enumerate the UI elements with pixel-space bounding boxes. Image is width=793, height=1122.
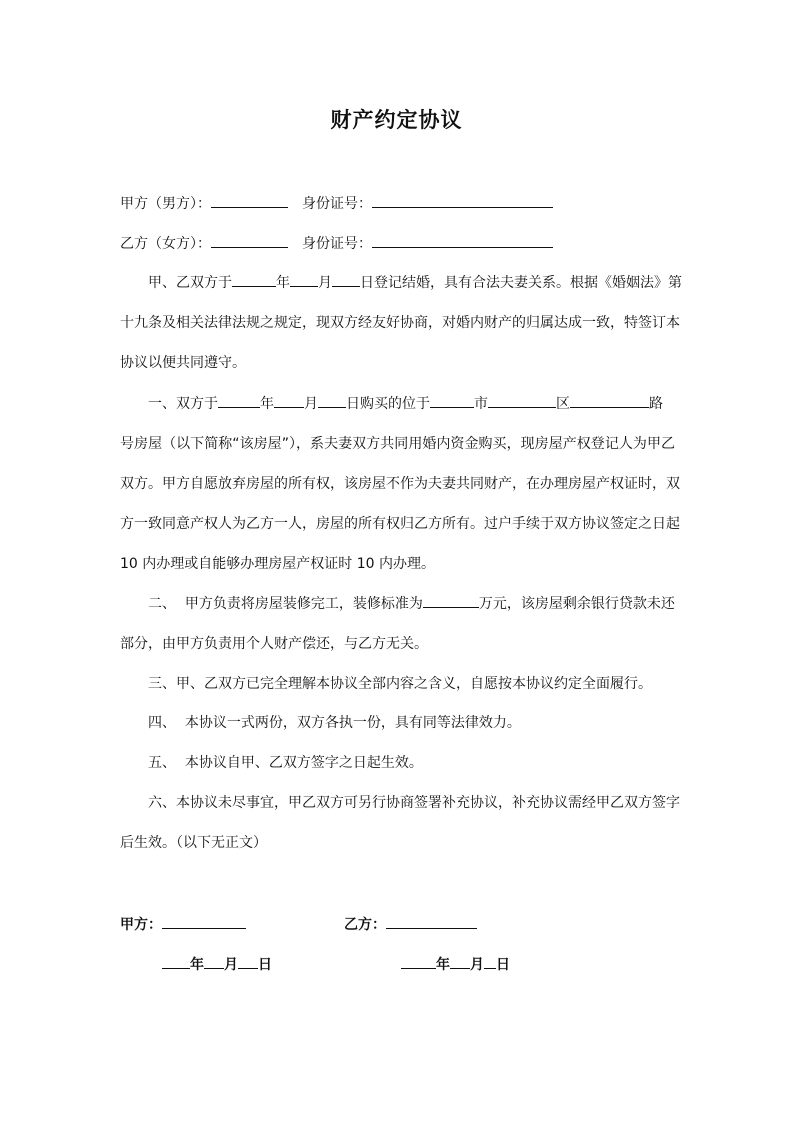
month-label: 月: [470, 957, 484, 973]
party-a-signature: [120, 914, 246, 935]
clause-1-line: 双方。甲方自愿放弃房屋的所有权，该房屋不作为夫妻共同财产，在办理房屋产权证时，双: [120, 476, 680, 492]
party-a-signature-field[interactable]: [162, 914, 246, 929]
marriage-day-field[interactable]: [332, 272, 360, 287]
document-title: 财产约定协议: [330, 107, 463, 132]
clause-1-line: 方一致同意产权人为乙方一人，房屋的所有权归乙方所有。过户手续于双方协议签定之日起: [120, 516, 680, 532]
road-label: 路: [649, 396, 663, 412]
party-b-day-field[interactable]: [484, 954, 496, 969]
party-b-date: [401, 954, 510, 975]
renovation-amount-field[interactable]: [423, 593, 479, 608]
marriage-month-field[interactable]: [290, 272, 318, 287]
clause-4-paragraph: [120, 703, 675, 743]
district-label: 区: [556, 396, 570, 412]
party-b-signature-label: 乙方：: [344, 917, 386, 933]
day-label: 日: [496, 957, 510, 973]
party-a-name-field[interactable]: [211, 193, 288, 208]
clause-6-line: 后生效。（以下无正文）: [120, 835, 267, 851]
clause-text: 二、 甲方负责将房屋装修完工，装修标准为: [148, 596, 423, 612]
intro-text: 日登记结婚，具有合法夫妻关系。根据《婚姻法》第: [360, 275, 682, 291]
purchase-year-field[interactable]: [218, 393, 260, 408]
clause-4-line: 四、 本协议一式两份，双方各执一份，具有同等法律效力。: [148, 715, 521, 731]
city-label: 市: [474, 396, 488, 412]
intro-text: 甲、乙双方于: [148, 275, 232, 291]
party-b-signature: [344, 914, 477, 935]
party-a-month-field[interactable]: [204, 954, 224, 969]
year-label: 年: [276, 275, 290, 291]
party-b-name-field[interactable]: [211, 233, 288, 248]
party-a-signature-label: 甲方：: [120, 917, 162, 933]
clause-text: 万元，该房屋剩余银行贷款未还: [478, 596, 675, 612]
clause-3-paragraph: [120, 664, 675, 704]
party-a-day-field[interactable]: [238, 954, 258, 969]
year-label: 年: [190, 957, 204, 973]
party-b-line: [120, 233, 553, 254]
district-field[interactable]: [488, 393, 556, 408]
month-label: 月: [224, 957, 238, 973]
clause-5-line: 五、 本协议自甲、乙双方签字之日起生效。: [148, 755, 423, 771]
intro-line: 十九条及相关法律法规之规定，现双方经友好协商，对婚内财产的归属达成一致，特签订本: [120, 315, 680, 331]
party-a-line: [120, 193, 553, 214]
clause-5-paragraph: [120, 743, 675, 783]
clause-6-paragraph: [120, 783, 680, 863]
clause-text: 一、双方于: [148, 396, 218, 412]
day-label: 日: [258, 957, 272, 973]
road-field[interactable]: [570, 393, 649, 408]
clause-text: 日购买的位于: [346, 396, 430, 412]
party-a-year-field[interactable]: [162, 954, 190, 969]
party-b-month-field[interactable]: [450, 954, 470, 969]
party-a-id-label: 身份证号：: [302, 196, 372, 212]
party-b-label: 乙方（女方）：: [120, 236, 211, 252]
purchase-day-field[interactable]: [318, 393, 346, 408]
party-a-date: [162, 954, 272, 975]
party-b-year-field[interactable]: [401, 954, 436, 969]
clause-1-line: [120, 384, 675, 424]
party-a-id-field[interactable]: [372, 193, 553, 208]
clause-3-line: 三、甲、乙双方已完全理解本协议全部内容之含义，自愿按本协议约定全面履行。: [148, 676, 652, 692]
city-field[interactable]: [430, 393, 474, 408]
month-label: 月: [304, 396, 318, 412]
clause-1-line: 10 内办理或自能够办理房屋产权证时 10 内办理。: [120, 556, 435, 572]
clause-1-line: 号房屋（以下简称“该房屋”），系夫妻双方共同用婚内资金购买，现房屋产权登记人为甲乙: [120, 436, 675, 452]
party-a-label: 甲方（男方）：: [120, 196, 211, 212]
marriage-year-field[interactable]: [232, 272, 276, 287]
clause-2-line: [120, 584, 675, 624]
intro-line: 协议以便共同遵守。: [120, 355, 246, 371]
party-b-signature-field[interactable]: [386, 914, 477, 929]
purchase-month-field[interactable]: [274, 393, 304, 408]
intro-paragraph: [120, 263, 682, 383]
year-label: 年: [260, 396, 274, 412]
clause-2-paragraph: [120, 584, 675, 664]
clause-1-paragraph: [120, 384, 680, 584]
party-b-id-field[interactable]: [372, 233, 553, 248]
month-label: 月: [318, 275, 332, 291]
clause-2-line: 部分，由甲方负责用个人财产偿还，与乙方无关。: [120, 636, 428, 652]
year-label: 年: [436, 957, 450, 973]
clause-6-line: 六、本协议未尽事宜，甲乙双方可另行协商签署补充协议，补充协议需经甲乙双方签字: [148, 795, 680, 811]
party-b-id-label: 身份证号：: [302, 236, 372, 252]
intro-line: [120, 263, 682, 303]
